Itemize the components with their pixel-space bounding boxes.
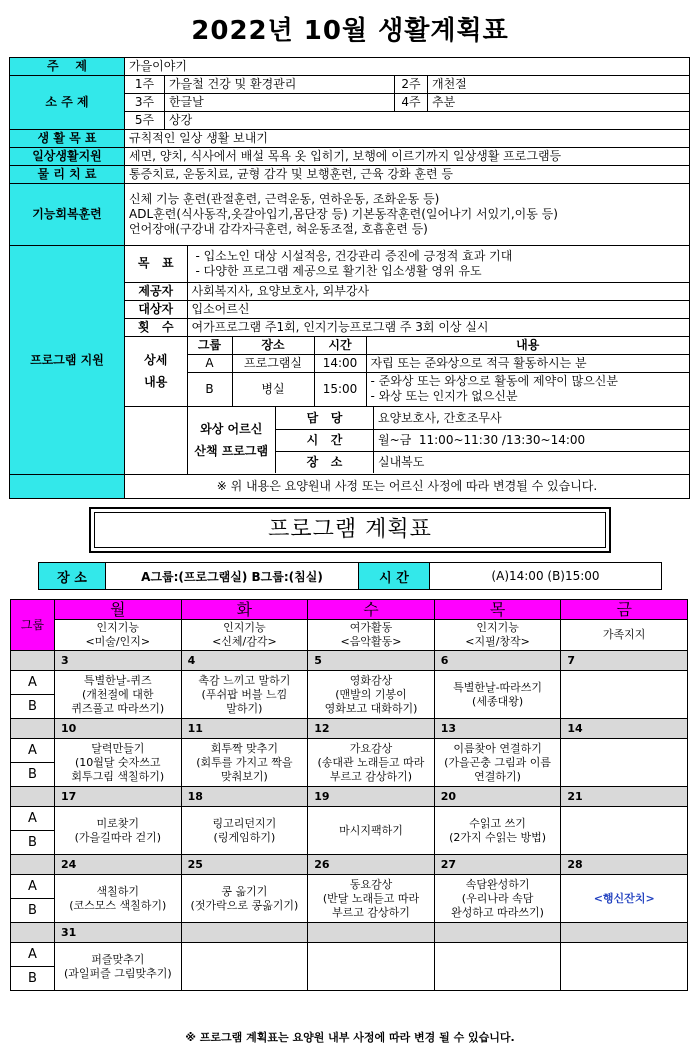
activity-line: (우리나라 속담 [461, 891, 534, 905]
goal-value: 규칙적인 일상 생활 보내기 [125, 130, 690, 148]
date-cell: 18 [181, 787, 308, 807]
activity-line: 촉감 느끼고 말하기 [198, 673, 291, 687]
target-label: 대상자 [125, 300, 187, 318]
day-name: 목 [434, 600, 561, 620]
activity-line: 달력만들기 [91, 741, 145, 755]
daily-support-value: 세면, 양치, 식사에서 배설 목욕 옷 입히기, 보행에 이르기까지 일상생활 프로그램등 [125, 148, 690, 166]
activity-cell [434, 739, 561, 787]
week-spacer [11, 719, 55, 739]
activity-line: (과일퍼즐 그림맞추기) [63, 966, 172, 980]
detail-label: 상세내용 [125, 336, 187, 406]
group-a: A [11, 671, 55, 695]
activity-line: 퀴즈풀고 따라쓰기) [71, 701, 165, 715]
activity-line: 색칠하기 [96, 884, 140, 898]
activity-cell [561, 739, 688, 787]
rehab-line: 언어장애(구강내 감각자극훈련, 혀운동조절, 호흡훈련 등) [129, 222, 428, 236]
theme-value: 가을이야기 [125, 58, 690, 76]
activity-line: 가요감상 [349, 741, 393, 755]
detail-place: 프로그램실 [232, 354, 314, 372]
activity-cell [308, 671, 435, 719]
date-cell: 6 [434, 651, 561, 671]
day-sub1: 여가활동 [349, 621, 393, 634]
day-name: 월 [55, 600, 182, 620]
place-label: 장 소 [39, 563, 106, 589]
activity-line: (2가지 수읽는 방법) [449, 830, 547, 844]
activity-line: 마시지팩하기 [339, 823, 403, 837]
theme-label: 주 제 [10, 58, 125, 76]
date-cell [434, 923, 561, 943]
activity-line: (10월달 숫자쓰고 [75, 755, 161, 769]
activity-line: 퍼즐맞추기 [91, 952, 145, 966]
activity-line: 영화감상 [349, 673, 393, 687]
group-b: B [11, 967, 55, 991]
program-title-box [89, 507, 611, 553]
activity-cell [434, 875, 561, 923]
day-subtitle [308, 620, 435, 651]
physio-label: 물 리 치 료 [10, 166, 125, 184]
activity-cell [308, 807, 435, 855]
purpose-line: - 다양한 프로그램 제공으로 활기찬 입소생활 영위 유도 [195, 263, 482, 278]
activity-cell [434, 943, 561, 991]
day-sub1: 인지기능 [223, 621, 266, 634]
activity-line: 영화보고 대화하기) [324, 701, 418, 715]
date-cell: 24 [55, 855, 182, 875]
walk-row-label: 장 소 [276, 451, 374, 473]
date-cell: 12 [308, 719, 435, 739]
activity-line: (세종대왕) [472, 694, 524, 708]
day-sub1: 인지기능 [96, 621, 140, 634]
activity-cell [561, 807, 688, 855]
place-time-row [38, 562, 662, 590]
group-a: A [11, 875, 55, 899]
week-label: 2주 [395, 76, 428, 94]
week-spacer [11, 787, 55, 807]
activity-cell [55, 943, 182, 991]
group-header: 그룹 [11, 600, 55, 651]
count-value: 여가프로그램 주1회, 인지기능프로그램 주 3회 이상 실시 [187, 318, 689, 336]
activity-line: 수읽고 쓰기 [469, 816, 526, 830]
activity-cell [561, 671, 688, 719]
detail-header: 시간 [314, 336, 366, 354]
activity-line: <행신잔치> [593, 891, 655, 905]
detail-content-line: - 와상 또는 인지가 없으신분 [370, 389, 518, 403]
place-value: A그룹:(프로그램실) B그룹:(침실) [106, 563, 359, 589]
day-subtitle [561, 620, 688, 651]
activity-cell [55, 739, 182, 787]
activity-cell [181, 739, 308, 787]
date-cell: 4 [181, 651, 308, 671]
subtopic-label: 소 주 제 [10, 76, 125, 130]
activity-line: 부르고 감상하기) [329, 769, 413, 783]
detail-header: 그룹 [187, 336, 232, 354]
date-cell: 19 [308, 787, 435, 807]
plan-note: ※ 위 내용은 요양원내 사정 또는 어르신 사정에 따라 변경될 수 있습니다. [125, 475, 690, 499]
date-cell: 11 [181, 719, 308, 739]
week-topic: 상강 [165, 112, 690, 130]
rehab-line: ADL훈련(식사동작,옷갈아입기,몸단장 등) 기본동작훈련(일어나기 서있기,이동 등) [129, 207, 558, 221]
activity-cell [308, 875, 435, 923]
activity-cell [55, 807, 182, 855]
day-subtitle [55, 620, 182, 651]
day-sub2: <음악활동> [340, 635, 402, 648]
walk-row-label: 담 당 [276, 407, 374, 429]
activity-cell [561, 875, 688, 923]
activity-line: 이름찾아 연결하기 [453, 741, 542, 755]
calendar-table [10, 599, 688, 991]
week-topic: 추분 [428, 94, 690, 112]
day-name: 수 [308, 600, 435, 620]
calendar-body [11, 651, 688, 991]
week-label: 1주 [125, 76, 165, 94]
walk-table [188, 407, 690, 473]
date-cell: 5 [308, 651, 435, 671]
target-value: 입소어르신 [187, 300, 689, 318]
group-a: A [11, 943, 55, 967]
detail-place: 병실 [232, 372, 314, 406]
activity-cell [181, 875, 308, 923]
detail-content [366, 372, 689, 406]
activity-line: 회투그림 색칠하기) [71, 769, 165, 783]
time-label: 시 간 [359, 563, 430, 589]
program-title: 프로그램 계획표 [94, 512, 606, 548]
activity-cell [181, 943, 308, 991]
week-topic: 가을철 건강 및 환경관리 [165, 76, 395, 94]
date-cell: 31 [55, 923, 182, 943]
activity-line: (푸쉬팝 버블 느낌 [201, 687, 288, 701]
walk-row-label: 시 간 [276, 429, 374, 451]
activity-line: (맨발의 기봉이 [335, 687, 407, 701]
activity-line: 동요감상 [349, 877, 393, 891]
activity-cell [308, 943, 435, 991]
walk-cell [187, 406, 689, 474]
date-cell: 7 [561, 651, 688, 671]
walk-row-value: 월~금 11:00~11:30 /13:30~14:00 [374, 429, 690, 451]
goal-label: 생 활 목 표 [10, 130, 125, 148]
date-cell: 13 [434, 719, 561, 739]
day-name: 금 [561, 600, 688, 620]
date-cell: 10 [55, 719, 182, 739]
activity-line: 링고리던지기 [212, 816, 277, 830]
activity-line: (젓가락으로 콩옮기기) [190, 898, 299, 912]
rehab-line: 신체 기능 훈련(관절훈련, 근력운동, 연하운동, 조화운동 등) [129, 192, 440, 206]
purpose-label: 목 표 [125, 246, 187, 282]
day-sub2: <지필/창작> [465, 635, 530, 648]
week-spacer [11, 855, 55, 875]
calendar-footnote: ※ 프로그램 계획표는 요양원 내부 사정에 따라 변경 될 수 있습니다. [185, 1031, 515, 1044]
day-sub1: 가족지지 [602, 628, 646, 641]
provider-value: 사회복지사, 요양보호사, 외부강사 [187, 282, 689, 300]
activity-line: 속담완성하기 [465, 877, 530, 891]
plan-table [9, 57, 690, 499]
activity-cell [55, 875, 182, 923]
date-cell: 20 [434, 787, 561, 807]
detail-group: A [187, 354, 232, 372]
activity-line: 특별한날-퀴즈 [83, 673, 152, 687]
walk-label-line: 산책 프로그램 [194, 444, 269, 459]
group-b: B [11, 831, 55, 855]
week-topic: 개천절 [428, 76, 690, 94]
activity-line: 미로찾기 [96, 816, 140, 830]
activity-cell [55, 671, 182, 719]
physio-value: 통증치료, 운동치료, 균형 감각 및 보행훈련, 근육 강화 훈련 등 [125, 166, 690, 184]
activity-line: (개천절에 대한 [82, 687, 154, 701]
group-a: A [11, 807, 55, 831]
day-sub1: 인지기능 [476, 621, 519, 634]
activity-cell [434, 807, 561, 855]
activity-line: (회투를 가지고 짝을 [196, 755, 293, 769]
date-cell [181, 923, 308, 943]
activity-line: (가을곤충 그림과 이름 [444, 755, 552, 769]
activity-line: 회투짝 맞추기 [210, 741, 279, 755]
activity-line: (링게임하기) [213, 830, 276, 844]
detail-content-line: - 준와상 또는 와상으로 활동에 제약이 많으신분 [370, 374, 618, 388]
provider-label: 제공자 [125, 282, 187, 300]
program-label: 프로그램 지원 [10, 246, 125, 475]
date-cell: 17 [55, 787, 182, 807]
activity-line: 맞춰보기) [220, 769, 268, 783]
activity-line: (반달 노래듣고 따라 [322, 891, 420, 905]
activity-cell [434, 671, 561, 719]
date-cell: 3 [55, 651, 182, 671]
day-subtitle [181, 620, 308, 651]
detail-header: 내용 [366, 336, 689, 354]
week-label: 4주 [395, 94, 428, 112]
time-value: (A)14:00 (B)15:00 [491, 569, 600, 583]
detail-content: 자립 또는 준와상으로 적극 활동하시는 분 [366, 354, 689, 372]
date-cell: 25 [181, 855, 308, 875]
group-b: B [11, 899, 55, 923]
activity-cell [181, 807, 308, 855]
walk-row-value: 요양보호사, 간호조무사 [374, 407, 690, 429]
activity-cell [561, 943, 688, 991]
purpose-value [187, 246, 689, 282]
date-cell: 21 [561, 787, 688, 807]
activity-line: (코스모스 색칠하기) [69, 898, 167, 912]
group-a: A [11, 739, 55, 763]
daily-support-label: 일상생활지원 [10, 148, 125, 166]
program-cell [125, 246, 690, 475]
date-cell: 28 [561, 855, 688, 875]
page-title: 2022년 10월 생활계획표 [191, 16, 509, 46]
week-topic: 한글날 [165, 94, 395, 112]
activity-line: 특별한날-따라쓰기 [453, 680, 543, 694]
detail-time: 15:00 [314, 372, 366, 406]
date-cell: 14 [561, 719, 688, 739]
activity-line: 부르고 감상하기 [332, 905, 410, 919]
date-cell: 26 [308, 855, 435, 875]
walk-row-value: 실내복도 [374, 451, 690, 473]
detail-time: 14:00 [314, 354, 366, 372]
walk-cell-wrap [125, 406, 187, 474]
date-cell [308, 923, 435, 943]
activity-line: (가을길따라 걷기) [74, 830, 162, 844]
detail-header: 장소 [232, 336, 314, 354]
day-sub2: <신체/감각> [212, 635, 277, 648]
day-name: 화 [181, 600, 308, 620]
activity-cell [308, 739, 435, 787]
purpose-line: - 입소노인 대상 시설적응, 건강관리 증진에 긍정적 효과 기대 [195, 248, 513, 263]
program-subtable [125, 246, 689, 474]
day-sub2: <미술/인지> [85, 635, 151, 648]
rehab-value [125, 184, 690, 246]
activity-cell [181, 671, 308, 719]
activity-line: 연결하기) [474, 769, 521, 783]
date-cell [561, 923, 688, 943]
activity-line: 말하기) [226, 701, 263, 715]
week-label: 5주 [125, 112, 165, 130]
detail-group: B [187, 372, 232, 406]
note-spacer [10, 475, 125, 499]
activity-line: 완성하고 따라쓰기) [451, 905, 544, 919]
activity-line: 콩 옮기기 [221, 884, 268, 898]
walk-label-line: 와상 어르신 [200, 422, 263, 437]
rehab-label: 기능회복훈련 [10, 184, 125, 246]
week-label: 3주 [125, 94, 165, 112]
week-spacer [11, 923, 55, 943]
date-cell: 27 [434, 855, 561, 875]
activity-line: (송대관 노래듣고 따라 [317, 755, 425, 769]
group-b: B [11, 763, 55, 787]
count-label: 횟 수 [125, 318, 187, 336]
day-subtitle [434, 620, 561, 651]
walk-label [188, 407, 276, 473]
group-b: B [11, 695, 55, 719]
week-spacer [11, 651, 55, 671]
